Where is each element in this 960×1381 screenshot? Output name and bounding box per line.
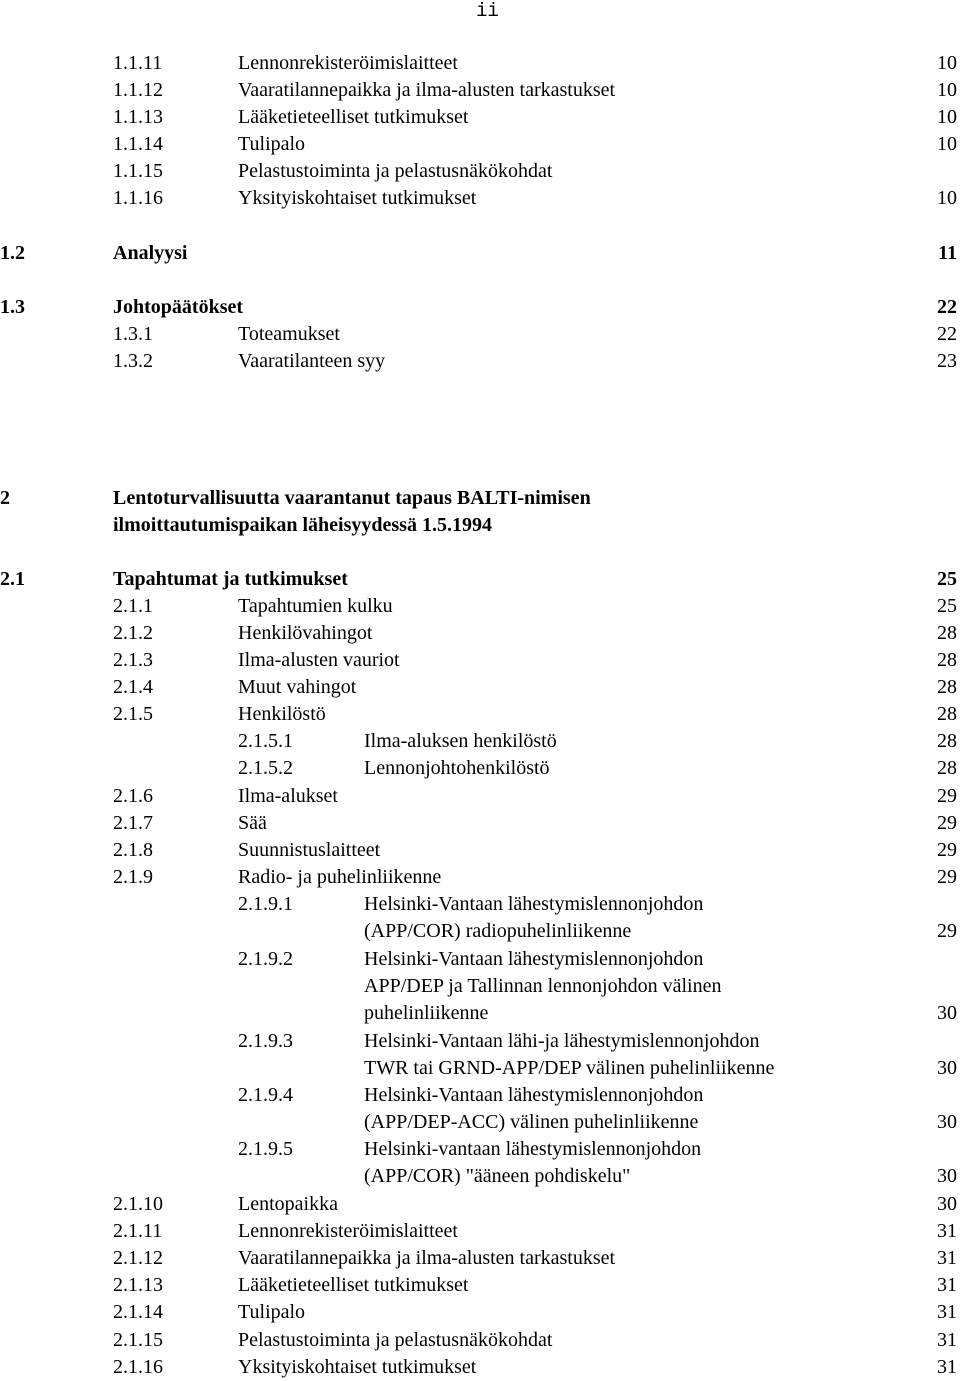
toc-entry-title: Suunnistuslaitteet <box>238 839 381 861</box>
toc-entry-title: Sää <box>238 812 267 834</box>
toc-entry-number: 2.1.13 <box>113 1274 163 1296</box>
toc-entry[interactable] <box>0 1163 960 1190</box>
toc-entry-title: Johtopäätökset <box>113 296 244 318</box>
toc-entry-number: 1.1.15 <box>113 160 163 182</box>
toc-entry-page: 28 <box>937 730 957 752</box>
toc-entry-title: Lennonjohtohenkilöstö <box>364 757 550 779</box>
toc-entry[interactable] <box>0 1218 960 1245</box>
toc-entry[interactable] <box>0 973 960 1000</box>
toc-entry[interactable] <box>0 1245 960 1272</box>
toc-entry-page: 28 <box>937 622 957 644</box>
toc-entry-number: 2.1.8 <box>113 839 153 861</box>
toc-entry-title: Ilma-alusten vauriot <box>238 649 400 671</box>
toc-entry[interactable] <box>0 1055 960 1082</box>
toc-entry-title: Lentoturvallisuutta vaarantanut tapaus BALTI-nimisen <box>113 487 591 509</box>
toc-entry-page: 25 <box>937 568 957 590</box>
toc-entry-page: 23 <box>937 350 957 372</box>
toc-entry[interactable] <box>0 946 960 973</box>
toc-entry-title: Helsinki-Vantaan lähi-ja lähestymislennonjohdon <box>364 1030 760 1052</box>
toc-entry[interactable] <box>0 294 960 321</box>
toc-entry-number: 2.1.9.2 <box>238 948 293 970</box>
toc-entry-number: 2.1.12 <box>113 1247 163 1269</box>
toc-entry[interactable] <box>0 131 960 158</box>
toc-entry-page: 30 <box>937 1165 957 1187</box>
toc-entry[interactable] <box>0 864 960 891</box>
toc-entry-number: 1.1.16 <box>113 187 163 209</box>
toc-entry-number: 1.3.2 <box>113 350 153 372</box>
toc-entry-page: 31 <box>937 1301 957 1323</box>
toc-entry[interactable] <box>0 620 960 647</box>
toc-entry-title: Pelastustoiminta ja pelastusnäkökohdat <box>238 1329 553 1351</box>
toc-entry-title: Vaaratilannepaikka ja ilma-alusten tarkastukset <box>238 79 616 101</box>
toc-entry-title: Helsinki-vantaan lähestymislennonjohdon <box>364 1138 702 1160</box>
toc-entry-number: 2.1.3 <box>113 649 153 671</box>
toc-entry-title: Lääketieteelliset tutkimukset <box>238 106 469 128</box>
toc-entry-title: Lennonrekisteröimislaitteet <box>238 52 458 74</box>
toc-entry-page: 30 <box>937 1002 957 1024</box>
toc-entry-page: 10 <box>937 79 957 101</box>
toc-entry-title: (APP/COR) "ääneen pohdiskelu" <box>364 1165 631 1187</box>
toc-entry[interactable] <box>0 1299 960 1326</box>
toc-entry-number: 2.1.5 <box>113 703 153 725</box>
toc-entry[interactable] <box>0 77 960 104</box>
toc-entry[interactable] <box>0 240 960 267</box>
toc-entry-page: 22 <box>937 296 957 318</box>
toc-entry-number: 2.1.1 <box>113 595 153 617</box>
toc-entry-title: Muut vahingot <box>238 676 357 698</box>
toc-entry-title: Pelastustoiminta ja pelastusnäkökohdat <box>238 160 553 182</box>
toc-entry-number: 2.1.7 <box>113 812 153 834</box>
toc-entry-number: 2.1.9.5 <box>238 1138 293 1160</box>
toc-entry[interactable] <box>0 1191 960 1218</box>
toc-entry-page: 29 <box>937 812 957 834</box>
toc-entry[interactable] <box>0 918 960 945</box>
toc-entry-title: Ilma-aluksen henkilöstö <box>364 730 557 752</box>
toc-entry-title: Lentopaikka <box>238 1193 338 1215</box>
toc-entry-number: 2.1 <box>0 568 25 590</box>
toc-entry-number: 1.1.12 <box>113 79 163 101</box>
toc-entry[interactable] <box>0 158 960 185</box>
toc-entry-title: Helsinki-Vantaan lähestymislennonjohdon <box>364 1084 704 1106</box>
toc-entry-number: 1.1.11 <box>113 52 163 74</box>
toc-entry-page: 10 <box>937 106 957 128</box>
toc-entry[interactable] <box>0 783 960 810</box>
toc-entry-number: 2.1.9.4 <box>238 1084 293 1106</box>
toc-entry[interactable] <box>0 566 960 593</box>
toc-entry-page: 10 <box>937 187 957 209</box>
toc-entry-number: 2.1.10 <box>113 1193 163 1215</box>
toc-entry-page: 28 <box>937 703 957 725</box>
toc-entry-title: Henkilövahingot <box>238 622 373 644</box>
toc-entry-page: 22 <box>937 323 957 345</box>
toc-entry-page: 28 <box>937 649 957 671</box>
toc-chapter-line[interactable] <box>0 485 960 512</box>
toc-entry[interactable] <box>0 810 960 837</box>
toc-entry[interactable] <box>0 755 960 782</box>
toc-entry-page: 30 <box>937 1111 957 1133</box>
toc-entry-title: ilmoittautumispaikan läheisyydessä 1.5.1994 <box>113 514 492 536</box>
toc-entry[interactable] <box>0 1327 960 1354</box>
toc-entry-title: Vaaratilanteen syy <box>238 350 386 372</box>
toc-entry[interactable] <box>0 50 960 77</box>
toc-entry-title: Tulipalo <box>238 133 306 155</box>
toc-entry-title: Vaaratilannepaikka ja ilma-alusten tarkastukset <box>238 1247 616 1269</box>
toc-entry-number: 1.3.1 <box>113 323 153 345</box>
page-number: ii <box>476 0 499 22</box>
toc-entry-page: 30 <box>937 1193 957 1215</box>
toc-entry[interactable] <box>0 321 960 348</box>
toc-entry-title: Tapahtumat ja tutkimukset <box>113 568 348 590</box>
toc-entry-page: 31 <box>937 1274 957 1296</box>
toc-entry-page: 30 <box>937 1057 957 1079</box>
toc-entry[interactable] <box>0 1136 960 1163</box>
toc-entry[interactable] <box>0 1354 960 1381</box>
toc-entry-title: Tulipalo <box>238 1301 306 1323</box>
toc-entry-page: 10 <box>937 133 957 155</box>
toc-entry[interactable] <box>0 647 960 674</box>
toc-entry-page: 31 <box>937 1247 957 1269</box>
toc-entry[interactable] <box>0 348 960 375</box>
toc-entry-title: Tapahtumien kulku <box>238 595 393 617</box>
toc-entry-title: puhelinliikenne <box>364 1002 489 1024</box>
toc-entry-title: APP/DEP ja Tallinnan lennonjohdon välinen <box>364 975 722 997</box>
toc-entry-number: 1.2 <box>0 242 25 264</box>
toc-entry-number: 2 <box>0 487 10 509</box>
toc-entry-title: Lennonrekisteröimislaitteet <box>238 1220 458 1242</box>
toc-entry-number: 1.1.13 <box>113 106 163 128</box>
toc-entry-page: 31 <box>937 1329 957 1351</box>
toc-entry-title: TWR tai GRND-APP/DEP välinen puhelinliikenne <box>364 1057 775 1079</box>
toc-entry-number: 2.1.15 <box>113 1329 163 1351</box>
toc-entry-number: 2.1.2 <box>113 622 153 644</box>
toc-entry[interactable] <box>0 185 960 212</box>
toc-entry-page: 28 <box>937 676 957 698</box>
toc-chapter-line[interactable] <box>0 512 960 539</box>
toc-entry-page: 28 <box>937 757 957 779</box>
toc-entry[interactable] <box>0 1272 960 1299</box>
toc-entry-number: 2.1.16 <box>113 1356 163 1378</box>
toc-entry-title: Yksityiskohtaiset tutkimukset <box>238 1356 477 1378</box>
toc-entry[interactable] <box>0 674 960 701</box>
toc-entry[interactable] <box>0 701 960 728</box>
toc-entry[interactable] <box>0 593 960 620</box>
toc-entry[interactable] <box>0 837 960 864</box>
toc-entry-page: 29 <box>937 920 957 942</box>
toc-entry-title: Helsinki-Vantaan lähestymislennonjohdon <box>364 948 704 970</box>
toc-entry-title: (APP/DEP-ACC) välinen puhelinliikenne <box>364 1111 699 1133</box>
toc-entry-number: 2.1.9.3 <box>238 1030 293 1052</box>
toc-entry-title: Radio- ja puhelinliikenne <box>238 866 442 888</box>
toc-entry-title: (APP/COR) radiopuhelinliikenne <box>364 920 632 942</box>
toc-entry[interactable] <box>0 1082 960 1109</box>
toc-entry-number: 1.3 <box>0 296 25 318</box>
toc-entry-number: 2.1.5.1 <box>238 730 293 752</box>
toc-entry-number: 2.1.11 <box>113 1220 163 1242</box>
toc-entry-number: 2.1.9.1 <box>238 893 293 915</box>
toc-entry[interactable] <box>0 1000 960 1027</box>
toc-entry-title: Helsinki-Vantaan lähestymislennonjohdon <box>364 893 704 915</box>
toc-entry[interactable] <box>0 728 960 755</box>
toc-entry[interactable] <box>0 104 960 131</box>
toc-entry-page: 31 <box>937 1356 957 1378</box>
toc-entry-title: Analyysi <box>113 242 188 264</box>
toc-entry-title: Ilma-alukset <box>238 785 338 807</box>
toc-entry[interactable] <box>0 1109 960 1136</box>
toc-entry[interactable] <box>0 1028 960 1055</box>
toc-entry-title: Lääketieteelliset tutkimukset <box>238 1274 469 1296</box>
toc-entry-number: 2.1.4 <box>113 676 153 698</box>
toc-entry-number: 2.1.9 <box>113 866 153 888</box>
toc-entry-number: 2.1.6 <box>113 785 153 807</box>
toc-entry-page: 10 <box>937 52 957 74</box>
toc-entry-number: 2.1.14 <box>113 1301 163 1323</box>
toc-entry-title: Toteamukset <box>238 323 340 345</box>
toc-entry-page: 31 <box>937 1220 957 1242</box>
toc-entry-page: 11 <box>938 242 957 264</box>
toc-entry-page: 29 <box>937 866 957 888</box>
toc-entry-page: 29 <box>937 785 957 807</box>
toc-entry-number: 2.1.5.2 <box>238 757 293 779</box>
toc-entry-title: Yksityiskohtaiset tutkimukset <box>238 187 477 209</box>
toc-entry-title: Henkilöstö <box>238 703 326 725</box>
toc-entry-number: 1.1.14 <box>113 133 163 155</box>
toc-entry-page: 25 <box>937 595 957 617</box>
toc-entry[interactable] <box>0 891 960 918</box>
toc-entry-page: 29 <box>937 839 957 861</box>
